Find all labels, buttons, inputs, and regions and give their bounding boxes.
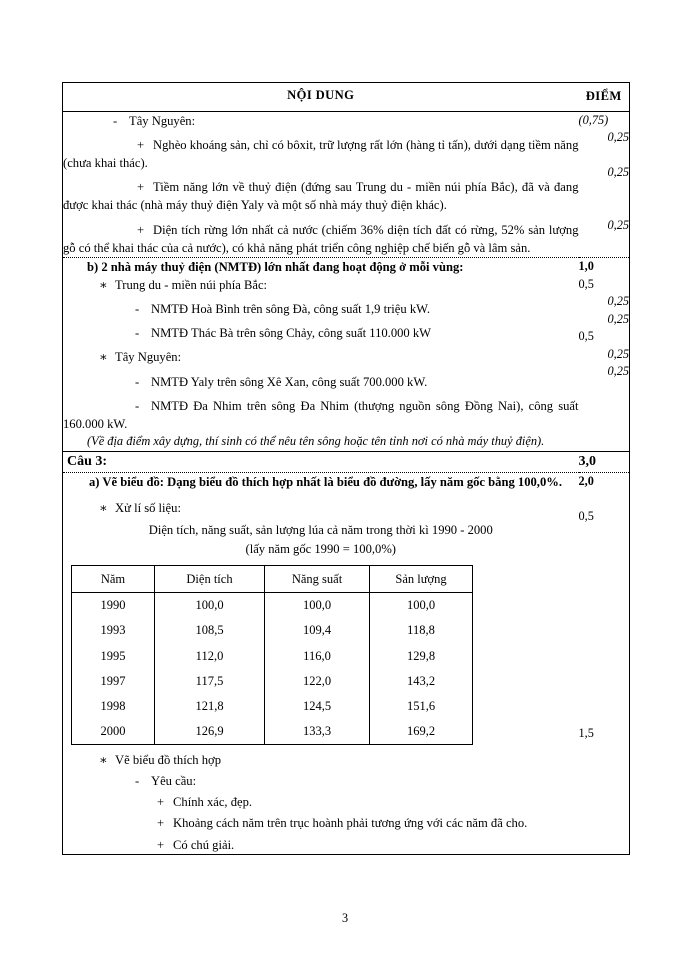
plus-marker: + bbox=[137, 180, 145, 195]
cell-year: 1993 bbox=[72, 618, 155, 643]
asterisk-marker: ∗ bbox=[99, 500, 108, 515]
cell-dien-tich: 100,0 bbox=[155, 592, 265, 618]
dash-marker: - bbox=[135, 302, 140, 317]
list-item-text: NMTĐ Thác Bà trên sông Chảy, công suất 110.000 kW bbox=[151, 326, 432, 341]
tay-nguyen-content bbox=[63, 111, 579, 257]
section-b-heading-score bbox=[579, 257, 630, 276]
row-tay-nguyen bbox=[63, 111, 630, 257]
list-item-text: NMTĐ Yaly trên sông Xê Xan, công suất 700.000 kW. bbox=[151, 374, 428, 389]
header-content-cell: NỘI DUNG bbox=[63, 83, 579, 112]
column-header-san-luong: Sản lượng bbox=[370, 566, 473, 592]
cell-nang-suat: 124,5 bbox=[265, 694, 370, 719]
requirement-item bbox=[63, 793, 579, 811]
score-value: 0,5 bbox=[578, 508, 594, 523]
tay-nguyen-scores bbox=[579, 111, 630, 257]
plus-marker: + bbox=[137, 138, 145, 152]
list-item-text: Nghèo khoáng sản, chỉ có bôxit, trữ lượng rất lớn (hàng tỉ tấn), dưới dạng tiềm năng (chưa khai thác). bbox=[63, 138, 579, 171]
cell-year: 1998 bbox=[72, 694, 155, 719]
asterisk-marker: ∗ bbox=[99, 753, 108, 767]
table-row bbox=[72, 694, 473, 719]
cell-nang-suat: 133,3 bbox=[265, 719, 370, 745]
cell-nang-suat: 100,0 bbox=[265, 592, 370, 618]
list-item bbox=[63, 300, 579, 318]
part-a-heading: a) Vẽ biểu đồ: Dạng biểu đồ thích hợp nhất là biểu đồ đường, lấy năm gốc bằng 100,0%. bbox=[89, 474, 562, 489]
score-value: 1,5 bbox=[578, 726, 594, 741]
score-value: 2,0 bbox=[578, 473, 594, 488]
table-header-row bbox=[63, 83, 630, 112]
requirement-label: Yêu cầu: bbox=[151, 774, 197, 789]
list-item bbox=[63, 136, 579, 172]
section-b-note: (Về địa điểm xây dựng, thí sinh có thể nêu tên sông hoặc tên tỉnh nơi có nhà máy thuỷ điện). bbox=[87, 433, 545, 448]
dash-marker: - bbox=[113, 113, 118, 128]
subitem-text: Xử lí số liệu: bbox=[115, 500, 181, 515]
cau3-title-score bbox=[579, 451, 630, 472]
score-value: 0,25 bbox=[607, 346, 629, 361]
data-table-wrapper bbox=[63, 565, 579, 745]
data-table-subcaption: (lấy năm gốc 1990 = 100,0%) bbox=[245, 542, 396, 556]
subitem-text: Vẽ biểu đồ thích hợp bbox=[115, 753, 221, 767]
list-item bbox=[63, 324, 579, 342]
score-value: 1,0 bbox=[578, 258, 594, 273]
cell-dien-tich: 112,0 bbox=[155, 643, 265, 668]
tay-nguyen-title-text: Tây Nguyên: bbox=[129, 113, 196, 128]
cell-dien-tich: 121,8 bbox=[155, 694, 265, 719]
tay-nguyen-title bbox=[63, 112, 579, 130]
score-value: 0,25 bbox=[607, 130, 629, 145]
cell-nang-suat: 109,4 bbox=[265, 618, 370, 643]
cell-san-luong: 100,0 bbox=[370, 592, 473, 618]
list-item-text: Tiềm năng lớn về thuỷ điện (đứng sau Trung du - miền núi phía Bắc), đã và đang được khai thác (nhà máy thuỷ điện Yaly và một số nhà máy thuỷ điện khác). bbox=[63, 180, 579, 213]
dash-marker: - bbox=[135, 374, 140, 389]
cell-year: 1997 bbox=[72, 668, 155, 693]
row-cau3-part-a bbox=[63, 472, 630, 854]
score-value: 0,25 bbox=[607, 165, 629, 180]
group-heading-text: Tây Nguyên: bbox=[115, 350, 182, 365]
cell-year: 2000 bbox=[72, 719, 155, 745]
cell-san-luong: 151,6 bbox=[370, 694, 473, 719]
requirement-label-row bbox=[63, 772, 579, 790]
column-header-dien-tich: Diện tích bbox=[155, 566, 265, 592]
requirement-item bbox=[63, 836, 579, 854]
cell-dien-tich: 108,5 bbox=[155, 618, 265, 643]
table-row bbox=[72, 643, 473, 668]
asterisk-marker: ∗ bbox=[99, 278, 108, 292]
row-cau3-title bbox=[63, 451, 630, 472]
plus-marker: + bbox=[157, 837, 165, 852]
cau3-part-a-content bbox=[63, 472, 579, 854]
requirement-text: Chính xác, đẹp. bbox=[173, 795, 253, 810]
row-section-b-heading bbox=[63, 257, 630, 276]
cau3-title: Câu 3: bbox=[67, 453, 108, 469]
table-row bbox=[72, 719, 473, 745]
section-b-heading: b) 2 nhà máy thuỷ điện (NMTĐ) lớn nhất đang hoạt động ở mỗi vùng: bbox=[87, 259, 464, 274]
plus-marker: + bbox=[157, 795, 165, 810]
list-item-text: NMTĐ Đa Nhim trên sông Đa Nhim (thượng nguồn sông Đồng Nai), công suất 160.000 kW. bbox=[63, 398, 579, 431]
dash-marker: - bbox=[135, 398, 140, 413]
plus-marker: + bbox=[137, 222, 145, 237]
score-value: (0,75) bbox=[578, 112, 609, 127]
list-item bbox=[63, 178, 579, 214]
plus-marker: + bbox=[157, 816, 165, 831]
cell-san-luong: 143,2 bbox=[370, 668, 473, 693]
score-value: 0,25 bbox=[607, 217, 629, 232]
score-value: 0,25 bbox=[607, 311, 629, 326]
group-heading bbox=[63, 276, 579, 294]
dash-marker: - bbox=[135, 774, 140, 789]
section-b-scores bbox=[579, 276, 630, 451]
list-item-text: NMTĐ Hoà Bình trên sông Đà, công suất 1,9 triệu kW. bbox=[151, 302, 431, 317]
column-header-nang-suat: Năng suất bbox=[265, 566, 370, 592]
cell-year: 1995 bbox=[72, 643, 155, 668]
rice-statistics-table bbox=[71, 565, 473, 745]
cell-nang-suat: 122,0 bbox=[265, 668, 370, 693]
section-b-content bbox=[63, 276, 579, 451]
cell-dien-tich: 126,9 bbox=[155, 719, 265, 745]
list-item bbox=[63, 221, 579, 257]
list-item-text: Diện tích rừng lớn nhất cả nước (chiếm 36% diện tích đất có rừng, 52% sản lượng gỗ có thể khai thác của cả nước), có khả năng phát triển công nghiệp chế biến gỗ và lâm sản. bbox=[63, 222, 579, 255]
requirement-item bbox=[63, 814, 579, 832]
cau3-part-a-scores bbox=[579, 472, 630, 854]
grading-table bbox=[62, 82, 630, 855]
group-heading bbox=[63, 348, 579, 366]
page-number: 3 bbox=[341, 911, 349, 925]
header-score-cell: ĐIỂM bbox=[579, 83, 630, 112]
requirement-text: Có chú giải. bbox=[173, 837, 235, 852]
cau3-title-cell bbox=[63, 451, 579, 472]
score-value: 3,0 bbox=[578, 453, 596, 469]
requirement-text: Khoảng cách năm trên trục hoành phải tương ứng với các năm đã cho. bbox=[173, 816, 528, 831]
cell-san-luong: 169,2 bbox=[370, 719, 473, 745]
score-value: 0,5 bbox=[578, 277, 594, 291]
score-value: 0,25 bbox=[607, 294, 629, 309]
cell-dien-tich: 117,5 bbox=[155, 668, 265, 693]
cell-nang-suat: 116,0 bbox=[265, 643, 370, 668]
table-row bbox=[72, 668, 473, 693]
asterisk-marker: ∗ bbox=[99, 350, 108, 365]
list-item bbox=[63, 373, 579, 391]
cell-san-luong: 118,8 bbox=[370, 618, 473, 643]
score-value: 0,5 bbox=[578, 329, 594, 344]
group-heading-text: Trung du - miền núi phía Bắc: bbox=[115, 278, 268, 292]
data-header-row bbox=[72, 566, 473, 592]
table-row bbox=[72, 618, 473, 643]
column-header-nam: Năm bbox=[72, 566, 155, 592]
row-section-b-body bbox=[63, 276, 630, 451]
dash-marker: - bbox=[135, 326, 140, 341]
table-row bbox=[72, 592, 473, 618]
subitem-ve-bieu-do bbox=[63, 751, 579, 769]
cell-year: 1990 bbox=[72, 592, 155, 618]
list-item bbox=[63, 397, 579, 433]
cell-san-luong: 129,8 bbox=[370, 643, 473, 668]
data-table-caption: Diện tích, năng suất, sản lượng lúa cả năm trong thời kì 1990 - 2000 bbox=[148, 522, 493, 537]
section-b-heading-cell bbox=[63, 257, 579, 276]
subitem-xu-li-so-lieu bbox=[63, 499, 579, 517]
score-value: 0,25 bbox=[607, 364, 629, 379]
